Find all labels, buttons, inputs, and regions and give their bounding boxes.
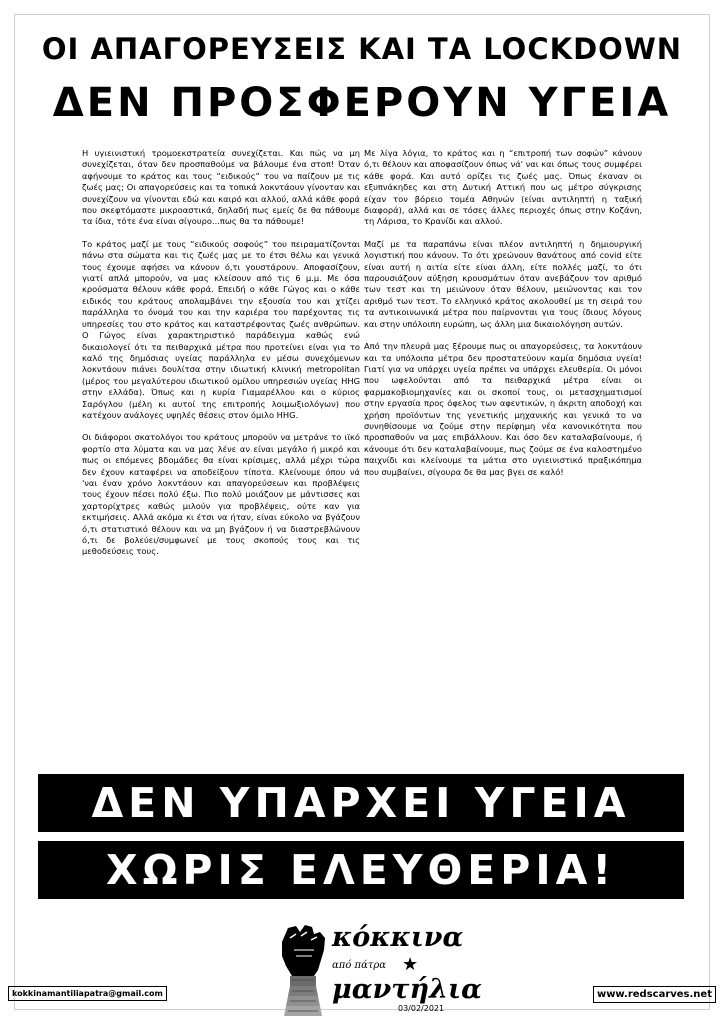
logo-text-top: κόκκινα (332, 922, 464, 953)
email-link[interactable]: kokkinamantiliapatra@gmail.com (8, 986, 167, 1001)
headline-line-2: ΔΕΝ ΠΡΟΣΦΕΡΟΥΝ ΥΓΕΙΑ (52, 80, 672, 126)
left-text-column (82, 148, 360, 569)
paragraph: Οι διάφοροι σκατολόγοι του κράτους μπορούν να μετράνε το ιϊκό φορτίο στα λύματα και να μας λένε αν είναι μεγάλο ή μικρό και πως οι επόμενες βδομάδες θα είναι κρίσιμες, αλλά μέχρι τώρα δεν έχουν καταφέρει να αποδείξουν τίποτα. Κλείνουμε όπου νά 'ναι έναν χρόνο λοκντάουν και απαγορεύσεων και προβλέψεις τους έχουν πέσει πολύ έξω. Πιο πολύ μοιάζουν με μάντισσες και χαρτορίχτρες καθώς μιλούν για προβλέψεις, ούτε καν για εκτιμήσεις. Αλλά ακόμα κι έτσι να ήταν, είναι εύκολο να βγάζουν ό,τι στατιστικό θέλουν και να μη βγάζουν ή να διαστρεβλώνουν ό,τι δε βολεύει/συμφωνεί με τους σκοπούς τους και τις μεθοδεύσεις τους. (82, 432, 360, 557)
group-logo (274, 920, 482, 1018)
paragraph: Το κράτος μαζί με τους “ειδικούς σοφούς” του πειραματίζονται πάνω στα σώματα και τις ζωές μας με το έτσι θέλω και γενικά τους έχουμε αφήσει να κάνουν ό,τι γουστάρουν. Αποφασίζουν, γιατί απλά μπορούν, να μας κλείσουν από τις 6 μ.μ. Με όσα κρούσματα θέλουν κάθε φορά. Επειδή ο κάθε Γώγος και ο κάθε ειδικός του κράτους απολαμβάνει την εξουσία του και χτίζει παράλληλα το όνομά του και την καριέρα του παρέχοντας τις υπηρεσίες του στο κράτος και καταστρέφοντας ζωές ανθρώπων. Ο Γώγος είναι χαρακτηριστικό παράδειγμα καθώς ενώ δικαιολογεί ότι τα πειθαρχικά μέτρα που προτείνει είναι για το καλό της δημόσιας υγείας παράλληλα εν μέσω συνεχόμενων λοκντάουν πιάνει δουλίτσα στην ιδιωτική κλινική metropolitan (μέρος του μεγαλύτερου ιδιωτικού ομίλου υπηρεσιών υγείας HHG στην ελλάδα). Όπως και η κυρία Γιαμαρέλλου και ο κύριος Σαρόγλου (μέλη κι αυτοί της επιτροπής λοιμωξιολόγων) που κατέχουν ανάλογες υψηλές θέσεις στον όμιλο HHG. (82, 238, 360, 420)
headline-line-1: ΟΙ ΑΠΑΓΟΡΕΥΣΕΙΣ ΚΑΙ ΤΑ LOCKDOWN (41, 32, 683, 66)
right-text-column (364, 148, 642, 489)
slogan-banner-2: ΧΩΡΙΣ ΕΛΕΥΘΕΡΙΑ! (38, 841, 684, 899)
logo-text-middle: από πάτρα (332, 960, 387, 971)
slogan-banner-1: ΔΕΝ ΥΠΑΡΧΕΙ ΥΓΕΙΑ (38, 774, 684, 832)
publication-date: 03/02/2021 (398, 1004, 445, 1013)
star-icon: ★ (402, 954, 419, 975)
paragraph: Με λίγα λόγια, το κράτος και η “επιτροπή των σοφών” κάνουν ό,τι θέλουν και αποφασίζουν όπως νά' ναι και όπως τους συμφέρει κάθε φορά. Και αυτό ορίζει τις ζωές μας. Όπως έκαναν οι εξυπνάκηδες και στη Δυτική Αττική που ως μέτρο σύγκρισης είχαν τον βόρειο τομέα Αθηνών (είναι αντιληπτή η ταξική διαφορά), αλλά και σε τόσες άλλες περιοχές όπως στην Κοζάνη, τη Λάρισα, το Κρανίδι και αλλού. (364, 148, 642, 227)
paragraph: Μαζί με τα παραπάνω είναι πλέον αντιληπτή η δημιουργική λογιστική που κάνουν. Το ότι χρεώνουν θανάτους από covid είτε είναι αυτή η αιτία είτε είναι άλλη, είτε πολλές μαζί, το ότι παρουσιάζουν αύξηση κρουσμάτων όταν ανεβάζουν τον αριθμό των τεστ και τη μειώνουν όταν θέλουν, μειώνοντας και τον αριθμό των τεστ. Το ελληνικό κράτος ακολουθεί με τη σειρά του τα αντικοινωνικά μέτρα που παίρνονται για τους ίδιους λόγους και στην υπόλοιπη ευρώπη, ως άλλη μια δικαιολόγηση αυτών. (364, 238, 642, 329)
website-link[interactable]: www.redscarves.net (593, 986, 716, 1003)
raised-fist-icon (274, 920, 330, 1018)
logo-text-bottom: μαντήλια (332, 974, 482, 1005)
paragraph: Από την πλευρά μας ξέρουμε πως οι απαγορεύσεις, τα λοκντάουν και τα υπόλοιπα μέτρα δεν προστατεύουν καμία δημόσια υγεία! Γιατί για να υπάρχει υγεία πρέπει να υπάρχει ελευθερία. Οι μόνοι που ωφελούνται από τα πειθαρχικά μέτρα είναι οι φαρμακοβιομηχανίες και οι σκοποί τους, οι μετασχηματισμοί στην εργασία προς όφελος των αφεντικών, η άκριτη αποδοχή και χρήση προϊόντων της γενετικής μηχανικής και γενικά το να συνηθίσουμε να ζούμε στην περίφημη νέα κανονικότητα που προσπαθούν να μας επιβάλλουν. Και όσο δεν καταλαβαίνουμε, ή κάνουμε ότι δεν καταλαβαίνουμε, πως ζούμε σε ένα καλοστημένο παιχνίδι και κλείνουμε τα μάτια στο υγιεινιστικό πραξικόπημα που συμβαίνει, σίγουρα δε θα μας βγει σε καλό! (364, 341, 642, 477)
paragraph: Η υγιεινιστική τρομοεκστρατεία συνεχίζεται. Και πώς να μη συνεχίζεται, όταν δεν προσπαθούμε να βάλουμε ένα στοπ! Όταν αφήνουμε το κράτος και τους “ειδικούς” του να παίζουν με τις ζωές μας; Οι απαγορεύσεις και τα τοπικά λοκντάουν γίνονταν και συνεχίζουν να γίνονται εδώ και καιρό και αλλού, αλλά κάθε φορά που σκεφτόμαστε μικροαστικά, δηλαδή πως εμείς δε θα πάθουμε τα ίδια, τότε ένα είναι σίγουρο...πως θα τα πάθουμε! (82, 148, 360, 227)
